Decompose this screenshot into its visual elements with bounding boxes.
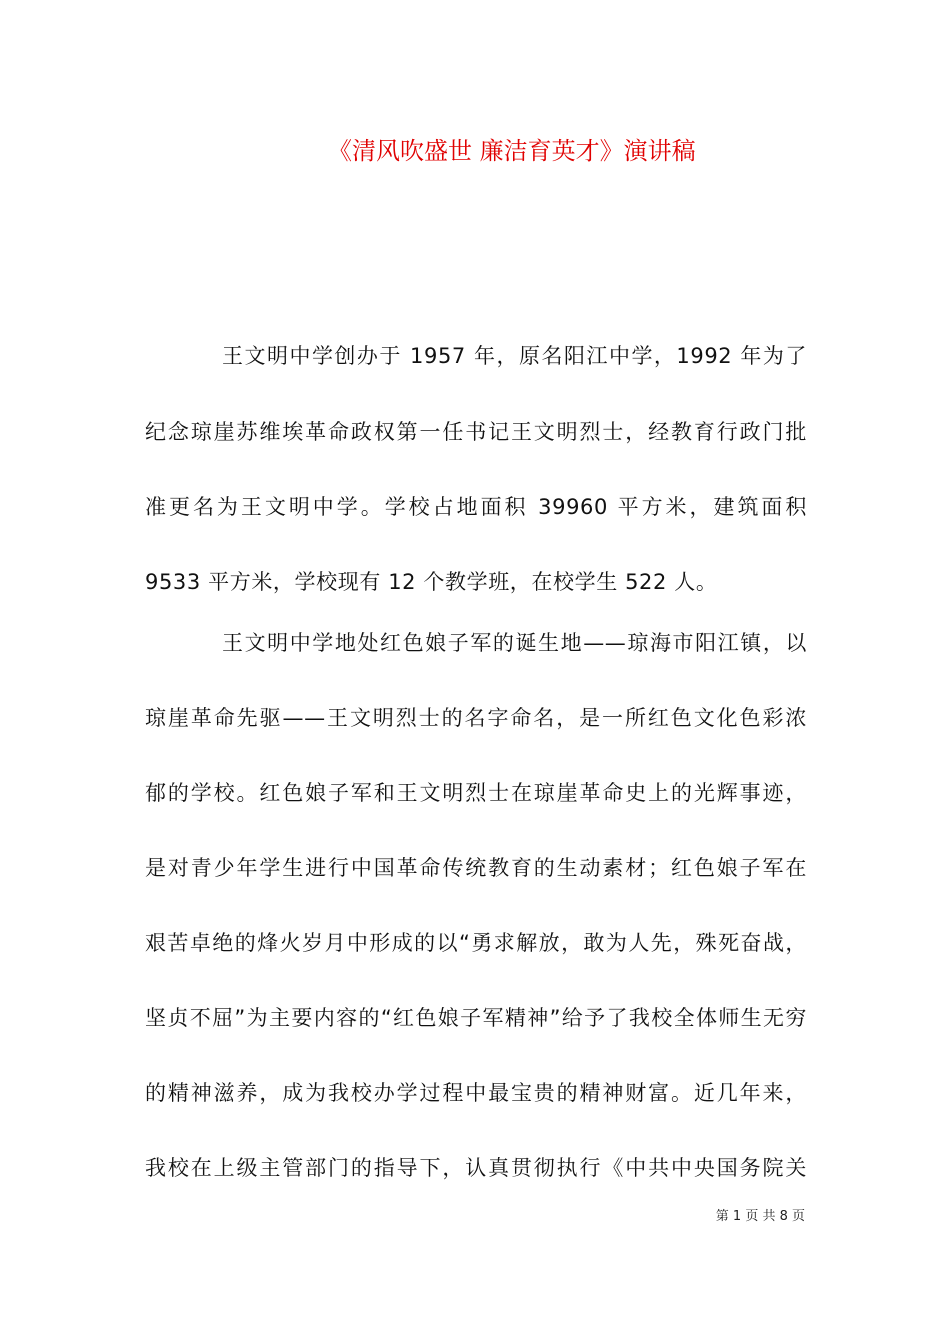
body-line: 我校在上级主管部门的指导下，认真贯彻执行《中共中央国务院关 (145, 1156, 807, 1180)
body-line: 纪念琼崖苏维埃革命政权第一任书记王文明烈士，经教育行政门批 (145, 420, 807, 444)
body-line: 9533 平方米，学校现有 12 个教学班，在校学生 522 人。 (145, 570, 718, 594)
body-line: 王文明中学地处红色娘子军的诞生地——琼海市阳江镇，以 (222, 631, 807, 655)
page-number: 第 1 页 共 8 页 (715, 1209, 805, 1224)
body-line: 琼崖革命先驱——王文明烈士的名字命名，是一所红色文化色彩浓 (145, 706, 807, 730)
body-line: 的精神滋养，成为我校办学过程中最宝贵的精神财富。近几年来， (145, 1081, 807, 1105)
document-title: 《清风吹盛世 廉洁育英才》演讲稿 (328, 137, 696, 165)
body-line: 艰苦卓绝的烽火岁月中形成的以“勇求解放，敢为人先，殊死奋战， (145, 931, 807, 955)
body-line: 是对青少年学生进行中国革命传统教育的生动素材；红色娘子军在 (145, 856, 807, 880)
body-line: 王文明中学创办于 1957 年，原名阳江中学，1992 年为了 (222, 344, 807, 368)
body-line: 准更名为王文明中学。学校占地面积 39960 平方米，建筑面积 (145, 495, 807, 519)
body-line: 郁的学校。红色娘子军和王文明烈士在琼崖革命史上的光辉事迹， (145, 781, 807, 805)
body-line: 坚贞不屈”为主要内容的“红色娘子军精神”给予了我校全体师生无穷 (145, 1006, 807, 1030)
